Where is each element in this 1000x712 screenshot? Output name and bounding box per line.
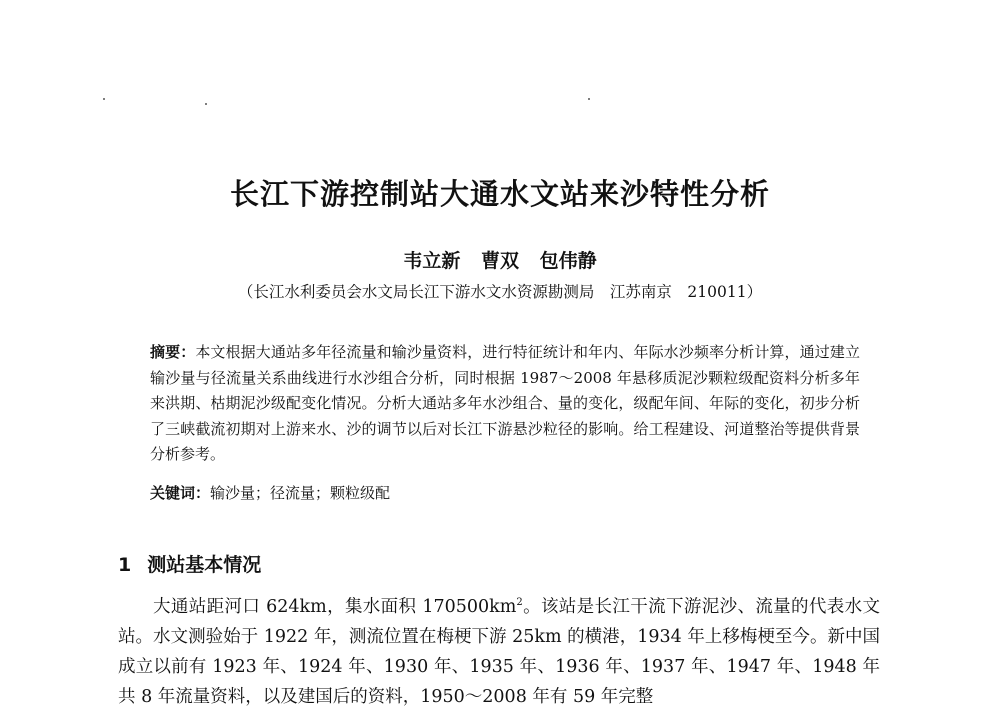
- body-text-part1: 大通站距河口 624km，集水面积 170500km: [153, 597, 517, 617]
- body-paragraph: [118, 592, 880, 712]
- section-number: 1: [118, 554, 132, 576]
- scan-speck: [103, 98, 105, 100]
- area-unit-superscript: 2: [516, 597, 523, 609]
- paper-title: 长江下游控制站大通水文站来沙特性分析: [229, 177, 770, 211]
- section-title: 测站基本情况: [147, 554, 262, 576]
- scan-speck: [205, 103, 207, 105]
- keywords-label: 关键词：: [150, 484, 211, 502]
- keywords-text: 输沙量；径流量；颗粒级配: [210, 484, 391, 502]
- abstract-label: 摘要：: [150, 343, 196, 361]
- keywords: [150, 482, 860, 504]
- section-heading: [118, 550, 261, 577]
- scan-speck: [588, 98, 590, 100]
- author-affiliation: （长江水利委员会水文局长江下游水文水资源勘测局 江苏南京 210011）: [237, 283, 763, 301]
- abstract-text: 本文根据大通站多年径流量和输沙量资料，进行特征统计和年内、年际水沙频率分析计算，通过建立输沙量与径流量关系曲线进行水沙组合分析，同时根据 1987～2008 年悬移质泥沙颗粒级配资料分析多年来洪期、枯期泥沙级配变化情况。分析大通站多年水沙组合、量的变化，级配年间、年际的变化，初步分析了三峡截流初期对上游来水、沙的调节以后对长江下游悬沙粒径的影响。给工程建设、河道整治等提供背景分析参考。: [150, 343, 860, 463]
- body-text-part2: 。该站是长江干流下游泥沙、流量的代表水文站。水文测验始于 1922 年，测流位置在梅梗下游 25km 的横港，1934 年上移梅梗至今。新中国成立以前有 1923 年、1924 年、1930 年、1935 年、1936 年、1937 年、1947 年、1948 年共 8 年流量资料，以及建国后的资料，1950～2008 年有 59 年完整: [118, 597, 881, 707]
- paper-authors: 韦立新 曹双 包伟静: [403, 250, 597, 272]
- abstract: [150, 340, 860, 468]
